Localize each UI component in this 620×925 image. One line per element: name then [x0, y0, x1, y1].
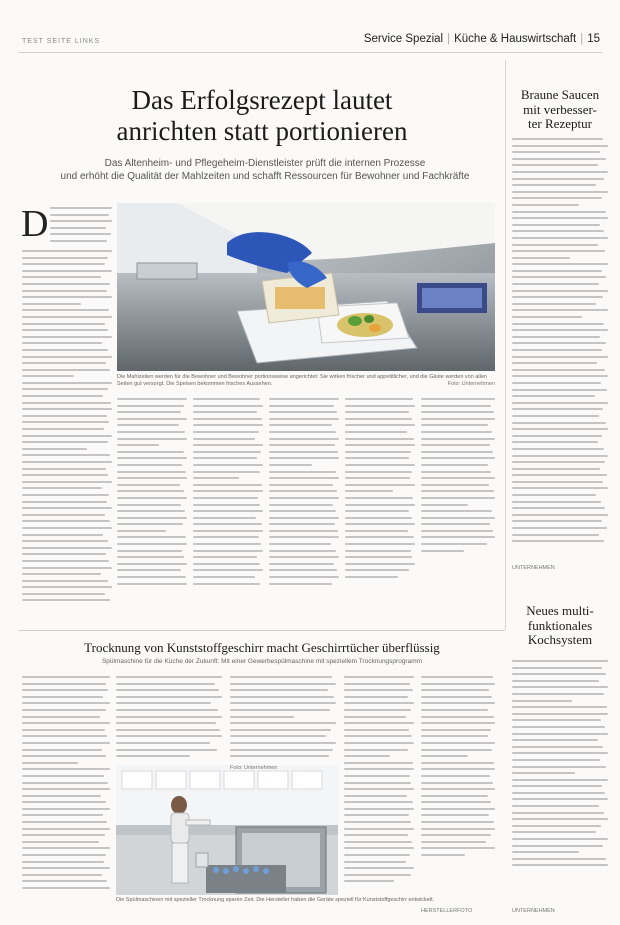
- photo1-caption: [117, 374, 495, 388]
- section2-credit-left: Foto: Unternehmen: [230, 765, 278, 771]
- sidebar2-body-text: [512, 660, 608, 870]
- sidebar1-title-line: mit verbesser-: [523, 101, 597, 117]
- section2-column-4: [344, 676, 414, 891]
- meal-plating-illustration: [117, 203, 495, 371]
- subhead-line-2: und erhöht die Qualität der Mahlzeiten und schafft Ressourcen für Bewohner und Fachkräfte: [60, 171, 470, 182]
- section2-subtitle: Spülmaschine für die Küche der Zukunft: Mit einer Gewerbespülmaschine mit speziellem Trocknungsprogramm: [101, 658, 423, 665]
- section2-column-5: [421, 676, 495, 881]
- photo2-caption: [116, 897, 496, 904]
- sidebar1-credit: UNTERNEHMEN: [512, 565, 555, 571]
- topic-label: Küche & Hauswirtschaft: [454, 33, 577, 45]
- main-headline: [22, 85, 502, 147]
- article-column-1: [22, 250, 112, 605]
- section2-credit-right: HERSTELLERFOTO: [421, 908, 473, 914]
- section-divider: [18, 630, 505, 631]
- page-number: 15: [587, 33, 600, 45]
- sidebar2-title-line: funktionales: [527, 617, 593, 633]
- photo2-caption-text: Die Spülmaschinen mit spezieller Trocknung sparen Zeit. Die Hersteller haben die Geräte speziell für Kunststoffgeschirr entwickelt.: [116, 897, 435, 903]
- headline-line-1: Das Erfolgsrezept lautet: [131, 85, 393, 115]
- section2-column-3: [230, 676, 336, 761]
- dishwasher-kitchen-photo: [116, 765, 338, 895]
- sidebar1-title: [510, 88, 610, 132]
- sidebar2-credit: UNTERNEHMEN: [512, 908, 555, 914]
- section-label: Service Spezial: [363, 33, 444, 45]
- sidebar1-body-text: [512, 138, 608, 548]
- subhead-line-1: Das Altenheim- und Pflegeheim-Dienstleister prüft die internen Prozesse: [104, 158, 426, 169]
- section2-headline: Trocknung von Kunststoffgeschirr macht Geschirrtücher überflüssig: [84, 640, 440, 655]
- sidebar-divider: [505, 60, 506, 630]
- article-column-4: [269, 398, 339, 588]
- section2-column-2: [116, 676, 222, 761]
- main-subhead: [35, 157, 495, 183]
- photo1-caption-text: Die Mahlzeiten werden für die Bewohner und Bewohner portionsweise angerichtet: Sie wirken frischer und appetitlicher, und die Gäste werden von allen Seiten gut versorgt. Die Speisen bekommen frisches Aussehen.: [117, 374, 487, 387]
- article-column-3: [193, 398, 263, 588]
- article-column-5: [345, 398, 415, 588]
- header-left-label: TEST SEITE LINKS: [22, 38, 101, 45]
- photo1-credit: Foto: Unternehmen: [447, 381, 495, 387]
- sidebar2-title-line: Kochsystem: [527, 632, 593, 647]
- drop-cap: D: [21, 203, 49, 245]
- header-rule: [18, 52, 602, 53]
- headline-line-2: anrichten statt portionieren: [116, 116, 408, 146]
- header-right: Service Spezial | Küche & Hauswirtschaft | 15: [363, 33, 600, 45]
- dishwasher-illustration: [116, 765, 338, 895]
- intro-text-beside-dropcap: [50, 207, 112, 243]
- section2-column-1: [22, 676, 110, 896]
- sidebar2-title-line: Neues multi-: [526, 603, 594, 618]
- meal-plating-photo: [117, 203, 495, 371]
- sidebar1-title-line: ter Rezeptur: [528, 116, 592, 131]
- sidebar2-title: [510, 604, 610, 648]
- article-column-2: [117, 398, 187, 588]
- sidebar1-title-line: Braune Saucen: [520, 87, 600, 102]
- article-column-6: [421, 398, 495, 588]
